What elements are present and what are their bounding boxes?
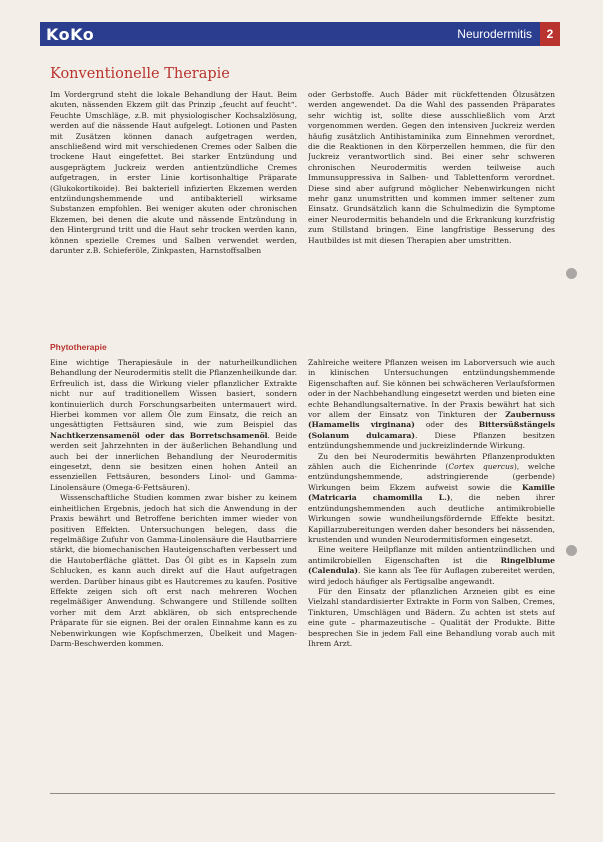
section-subheading: Phytotherapie <box>50 342 107 352</box>
bold-run: Bittersüßstängels (Solanum dulcamara) <box>308 420 555 440</box>
text-run: Zu den bei Neurodermitis bewährten Pflanzenprodukten zählen auch die Eichenrinde ( <box>308 451 555 472</box>
column-right-top <box>308 90 555 334</box>
bold-run: Ringelblume (Calendula) <box>308 555 555 576</box>
bold-run: Nachtkerzensamenöl oder das Borretschsamenöl <box>50 430 268 440</box>
paragraph <box>50 358 297 493</box>
paragraph <box>308 545 555 587</box>
column-right-bottom <box>308 358 555 786</box>
paragraph: Für den Einsatz der pflanzlichen Arzneien gibt es eine Vielzahl standardisierter Extrakte in Form von Salben, Cremes, Tinkturen, Umschlägen und Bädern. Zu achten ist stets auf eine gute – pharmazeutische – Qualität der Produkte. Bitte besprechen Sie in jedem Fall eine Behandlung vorab auch mit Ihrem Arzt. <box>308 586 555 648</box>
column-left-top <box>50 90 297 334</box>
paragraph: oder Gerbstoffe. Auch Bäder mit rückfettenden Ölzusätzen werden angewendet. Da die Wahl des passenden Präparates sehr wichtig ist, sollte diese ausschließlich vom Arzt vorgenommen werden. Gegen den intensiven Juckreiz werden häufig zusätzlich Antihistaminika zum Einnehmen verordnet, die die Reaktionen in den Körperzellen hemmen, die für den Juckreiz verantwortlich sind. Bei einer sehr schweren chronischen Neurodermitis werden teilweise auch Immunsuppressiva in Salben- und Tablettenform verordnet. Diese sind aber aufgrund möglicher Nebenwirkungen nicht mehr ganz unumstritten und kommen immer seltener zum Einsatz. Grundsätzlich kann die Schulmedizin die Symptome einer Neurodermitis behandeln und die Erkrankung kurzfristig zum Stillstand bringen. Eine langfristige Besserung des Hautbildes ist mit diesen Therapien aber umstritten. <box>308 90 555 245</box>
text-run: . Beide werden seit Jahrzehnten in der äußerlichen Behandlung und auch bei der innerlichen Behandlung der Neurodermitis eingesetzt, denn sie besitzen einen hohen Anteil an essenziellen Fettsäuren, besonders Linol- und Gamma-Linolensäure (Omega-6-Fettsäuren). <box>50 430 297 492</box>
brand-logo: KoKo <box>46 24 95 44</box>
bold-run: Kamille (Matricaria chamomilla L.) <box>308 482 555 503</box>
punch-hole <box>566 545 577 556</box>
paragraph <box>308 452 555 546</box>
text-run: Zahlreiche weitere Pflanzen weisen im Laborversuch wie auch in klinischen Untersuchungen entzündungshemmende Eigenschaften auf. Sie können bei schwächeren Verlaufsformen oder in der Nachbehandlung eingesetzt werden und bieten eine echte Behandlungsalternative. In der Praxis bewährt hat sich vor allem der Einsatz von Tinkturen der <box>308 358 555 420</box>
text-run: oder des <box>414 420 479 430</box>
text-run: , die neben ihrer entzündungshemmenden auch deutliche antimikrobielle Wirkungen sowie wundheilungsfördernde Effekte besitzt. Kapillarzubereitungen werden daher besonders bei nässenden, krustenden und wunden Neurodermitisformen eingesetzt. <box>308 493 555 544</box>
text-run: Eine weitere Heilpflanze mit milden antientzündlichen und antimikrobiellen Eigenschaften ist die <box>308 545 555 565</box>
page-number: 2 <box>540 22 560 46</box>
paragraph: Wissenschaftliche Studien kommen zwar bisher zu keinem einheitlichen Ergebnis, jedoch hat sich die Anwendung in der Praxis bewährt und Betroffene berichten immer wieder von positiven Effekten. Untersuchungen belegen, dass die regelmäßige Zufuhr von Gamma-Linolensäure die Hautbarriere stärkt, die biomechanischen Hauteigenschaften verbessert und die Hautoberfläche glättet. Das Öl gibt es in Kapseln zum Schlucken, es kann auch direkt auf die Haut aufgetragen werden. Darüber hinaus gibt es Hautcremes zu kaufen. Positive Effekte zeigen sich oft erst nach mehreren Wochen regelmäßiger Anwendung. Schwangere und Stillende sollten vorher mit dem Arzt abklären, ob sich entsprechende Präparate für sie eignen. Bei der oralen Einnahme kann es zu Nebenwirkungen wie Kopfschmerzen, Übelkeit und Magen-Darm-Beschwerden kommen. <box>50 493 297 648</box>
punch-hole <box>566 268 577 279</box>
header-right <box>457 22 560 46</box>
paragraph: Im Vordergrund steht die lokale Behandlung der Haut. Beim akuten, nässenden Ekzem gilt das Prinzip „feucht auf feucht“. Feuchte Umschläge, z.B. mit physiologischer Kochsalzlösung, werden auf die nässende Haut aufgelegt. Lotionen und Pasten mit Zusätzen können danach aufgetragen werden, anschließend wird mit verschiedenen Cremes oder Salben die trockene Haut eingefettet. Bei starker Entzündung und ausgeprägtem Juckreiz werden antientzündliche Cremes aufgetragen, in erster Linie kortisonhaltige Präparate (Glukokortikoide). Bei bakteriell infizierten Ekzemen werden entzündungshemmende und antibakteriell wirksame Substanzen empfohlen. Bei weniger akuten oder chronischen Ekzemen, bei denen die akute und nässende Entzündung in den Hintergrund tritt und die Haut sehr trocken werden kann, können spezielle Cremes und Salben verwendet werden, darunter z.B. Schieferöle, Zinkpasten, Harnstoffsalben <box>50 90 297 256</box>
column-left-bottom <box>50 358 297 786</box>
page-title: Konventionelle Therapie <box>50 66 230 82</box>
bottom-divider <box>50 793 555 794</box>
header-bar <box>40 22 560 46</box>
bold-run: Zaubernuss (Hamamelis virginana) <box>308 410 555 430</box>
text-run: Eine wichtige Therapiesäule in der naturheilkundlichen Behandlung der Neurodermitis stellt die Pflanzenheilkunde dar. Erfreulich ist, dass die Wirkung vieler pflanzlicher Extrakte nicht nur auf traditionellem Wissen basiert, sondern kontinuierlich durch Forschungsarbeiten untermauert wird. Hierbei kommen vor allem Öle zum Einsatz, die reich an ungesättigten Fettsäuren sind, wie zum Beispiel das <box>50 358 297 430</box>
section-name: Neurodermitis <box>457 27 532 41</box>
text-run: . Diese Pflanzen besitzen entzündungshemmende und juckreizlindernde Wirkung. <box>308 430 555 451</box>
text-run: ), welche entzündungshemmende, adstringierende (gerbende) Wirkungen beim Ekzem aufweist sowie die <box>308 462 555 492</box>
paragraph <box>308 358 555 452</box>
italic-run: Cortex quercus <box>448 462 514 472</box>
text-run: . Sie kann als Tee für Auflagen zubereitet werden, wird jedoch häufiger als Fertigsalbe angewandt. <box>308 566 555 586</box>
